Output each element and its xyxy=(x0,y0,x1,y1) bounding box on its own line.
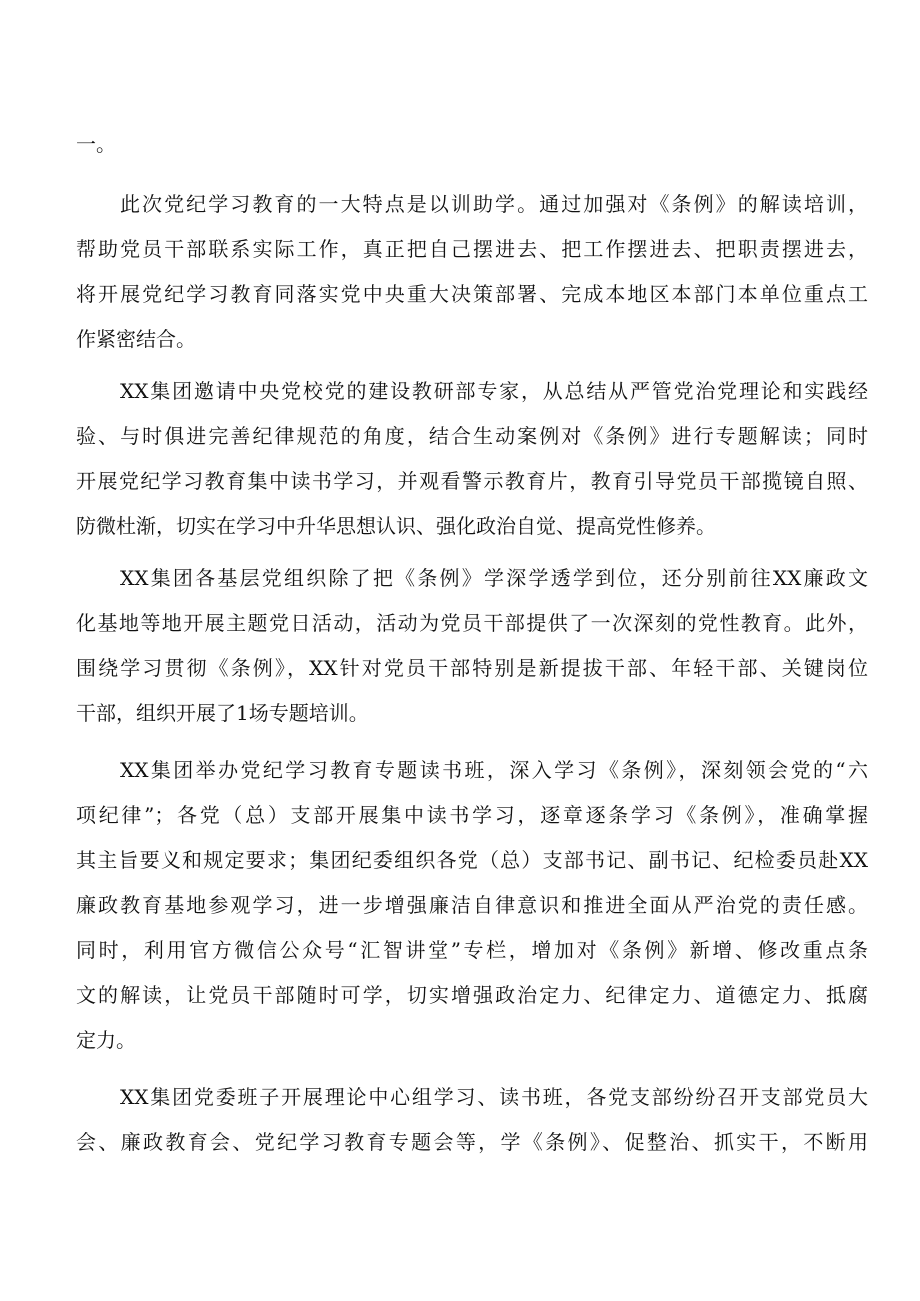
paragraph-3-line-4: 干部，组织开展了1场专题培训。 xyxy=(76,701,369,725)
paragraph-0-line-1: 一。 xyxy=(76,132,116,156)
paragraph-4-line-6: 文的解读，让党员干部随时可学，切实增强政治定力、纪律定力、道德定力、抵腐 xyxy=(76,983,868,1007)
paragraph-4-line-3: 其主旨要义和规定要求；集团纪委组织各党（总）支部书记、副书记、纪检委员赴XX xyxy=(76,848,868,872)
paragraph-4-line-2: 项纪律”；各党（总）支部开展集中读书学习，逐章逐条学习《条例》，准确掌握 xyxy=(76,803,868,827)
paragraph-2-line-3: 开展党纪学习教育集中读书学习，并观看警示教育片，教育引导党员干部揽镜自照、 xyxy=(76,469,868,493)
paragraph-2-line-2: 验、与时俱进完善纪律规范的角度，结合生动案例对《条例》进行专题解读；同时 xyxy=(76,424,868,448)
paragraph-1-line-2: 帮助党员干部联系实际工作，真正把自己摆进去、把工作摆进去、把职责摆进去， xyxy=(76,237,868,261)
paragraph-5-line-2: 会、廉政教育会、党纪学习教育专题会等，学《条例》、促整治、抓实干，不断用 xyxy=(76,1130,868,1154)
paragraph-5-line-1: XX集团党委班子开展理论中心组学习、读书班，各党支部纷纷召开支部党员大 xyxy=(120,1085,868,1109)
paragraph-2-line-4: 防微杜渐，切实在学习中升华思想认识、强化政治自觉、提高党性修养。 xyxy=(76,514,716,538)
paragraph-1-line-4: 作紧密结合。 xyxy=(76,327,196,351)
paragraph-1-line-3: 将开展党纪学习教育同落实党中央重大决策部署、完成本地区本部门本单位重点工 xyxy=(76,282,868,306)
paragraph-3-line-1: XX集团各基层党组织除了把《条例》学深学透学到位，还分别前往XX廉政文 xyxy=(120,566,868,590)
paragraph-4-line-1: XX集团举办党纪学习教育专题读书班，深入学习《条例》，深刻领会党的“六 xyxy=(120,758,868,782)
paragraph-1-line-1: 此次党纪学习教育的一大特点是以训助学。通过加强对《条例》的解读培训， xyxy=(120,192,868,216)
paragraph-4-line-4: 廉政教育基地参观学习，进一步增强廉洁自律意识和推进全面从严治党的责任感。 xyxy=(76,893,868,917)
paragraph-4-line-7: 定力。 xyxy=(76,1028,136,1052)
paragraph-3-line-2: 化基地等地开展主题党日活动，活动为党员干部提供了一次深刻的党性教育。此外， xyxy=(76,611,868,635)
paragraph-4-line-5: 同时，利用官方微信公众号“汇智讲堂”专栏，增加对《条例》新增、修改重点条 xyxy=(76,938,868,962)
paragraph-2-line-1: XX集团邀请中央党校党的建设教研部专家，从总结从严管党治党理论和实践经 xyxy=(120,379,868,403)
paragraph-3-line-3: 围绕学习贯彻《条例》，XX针对党员干部特别是新提拔干部、年轻干部、关键岗位 xyxy=(76,656,868,680)
